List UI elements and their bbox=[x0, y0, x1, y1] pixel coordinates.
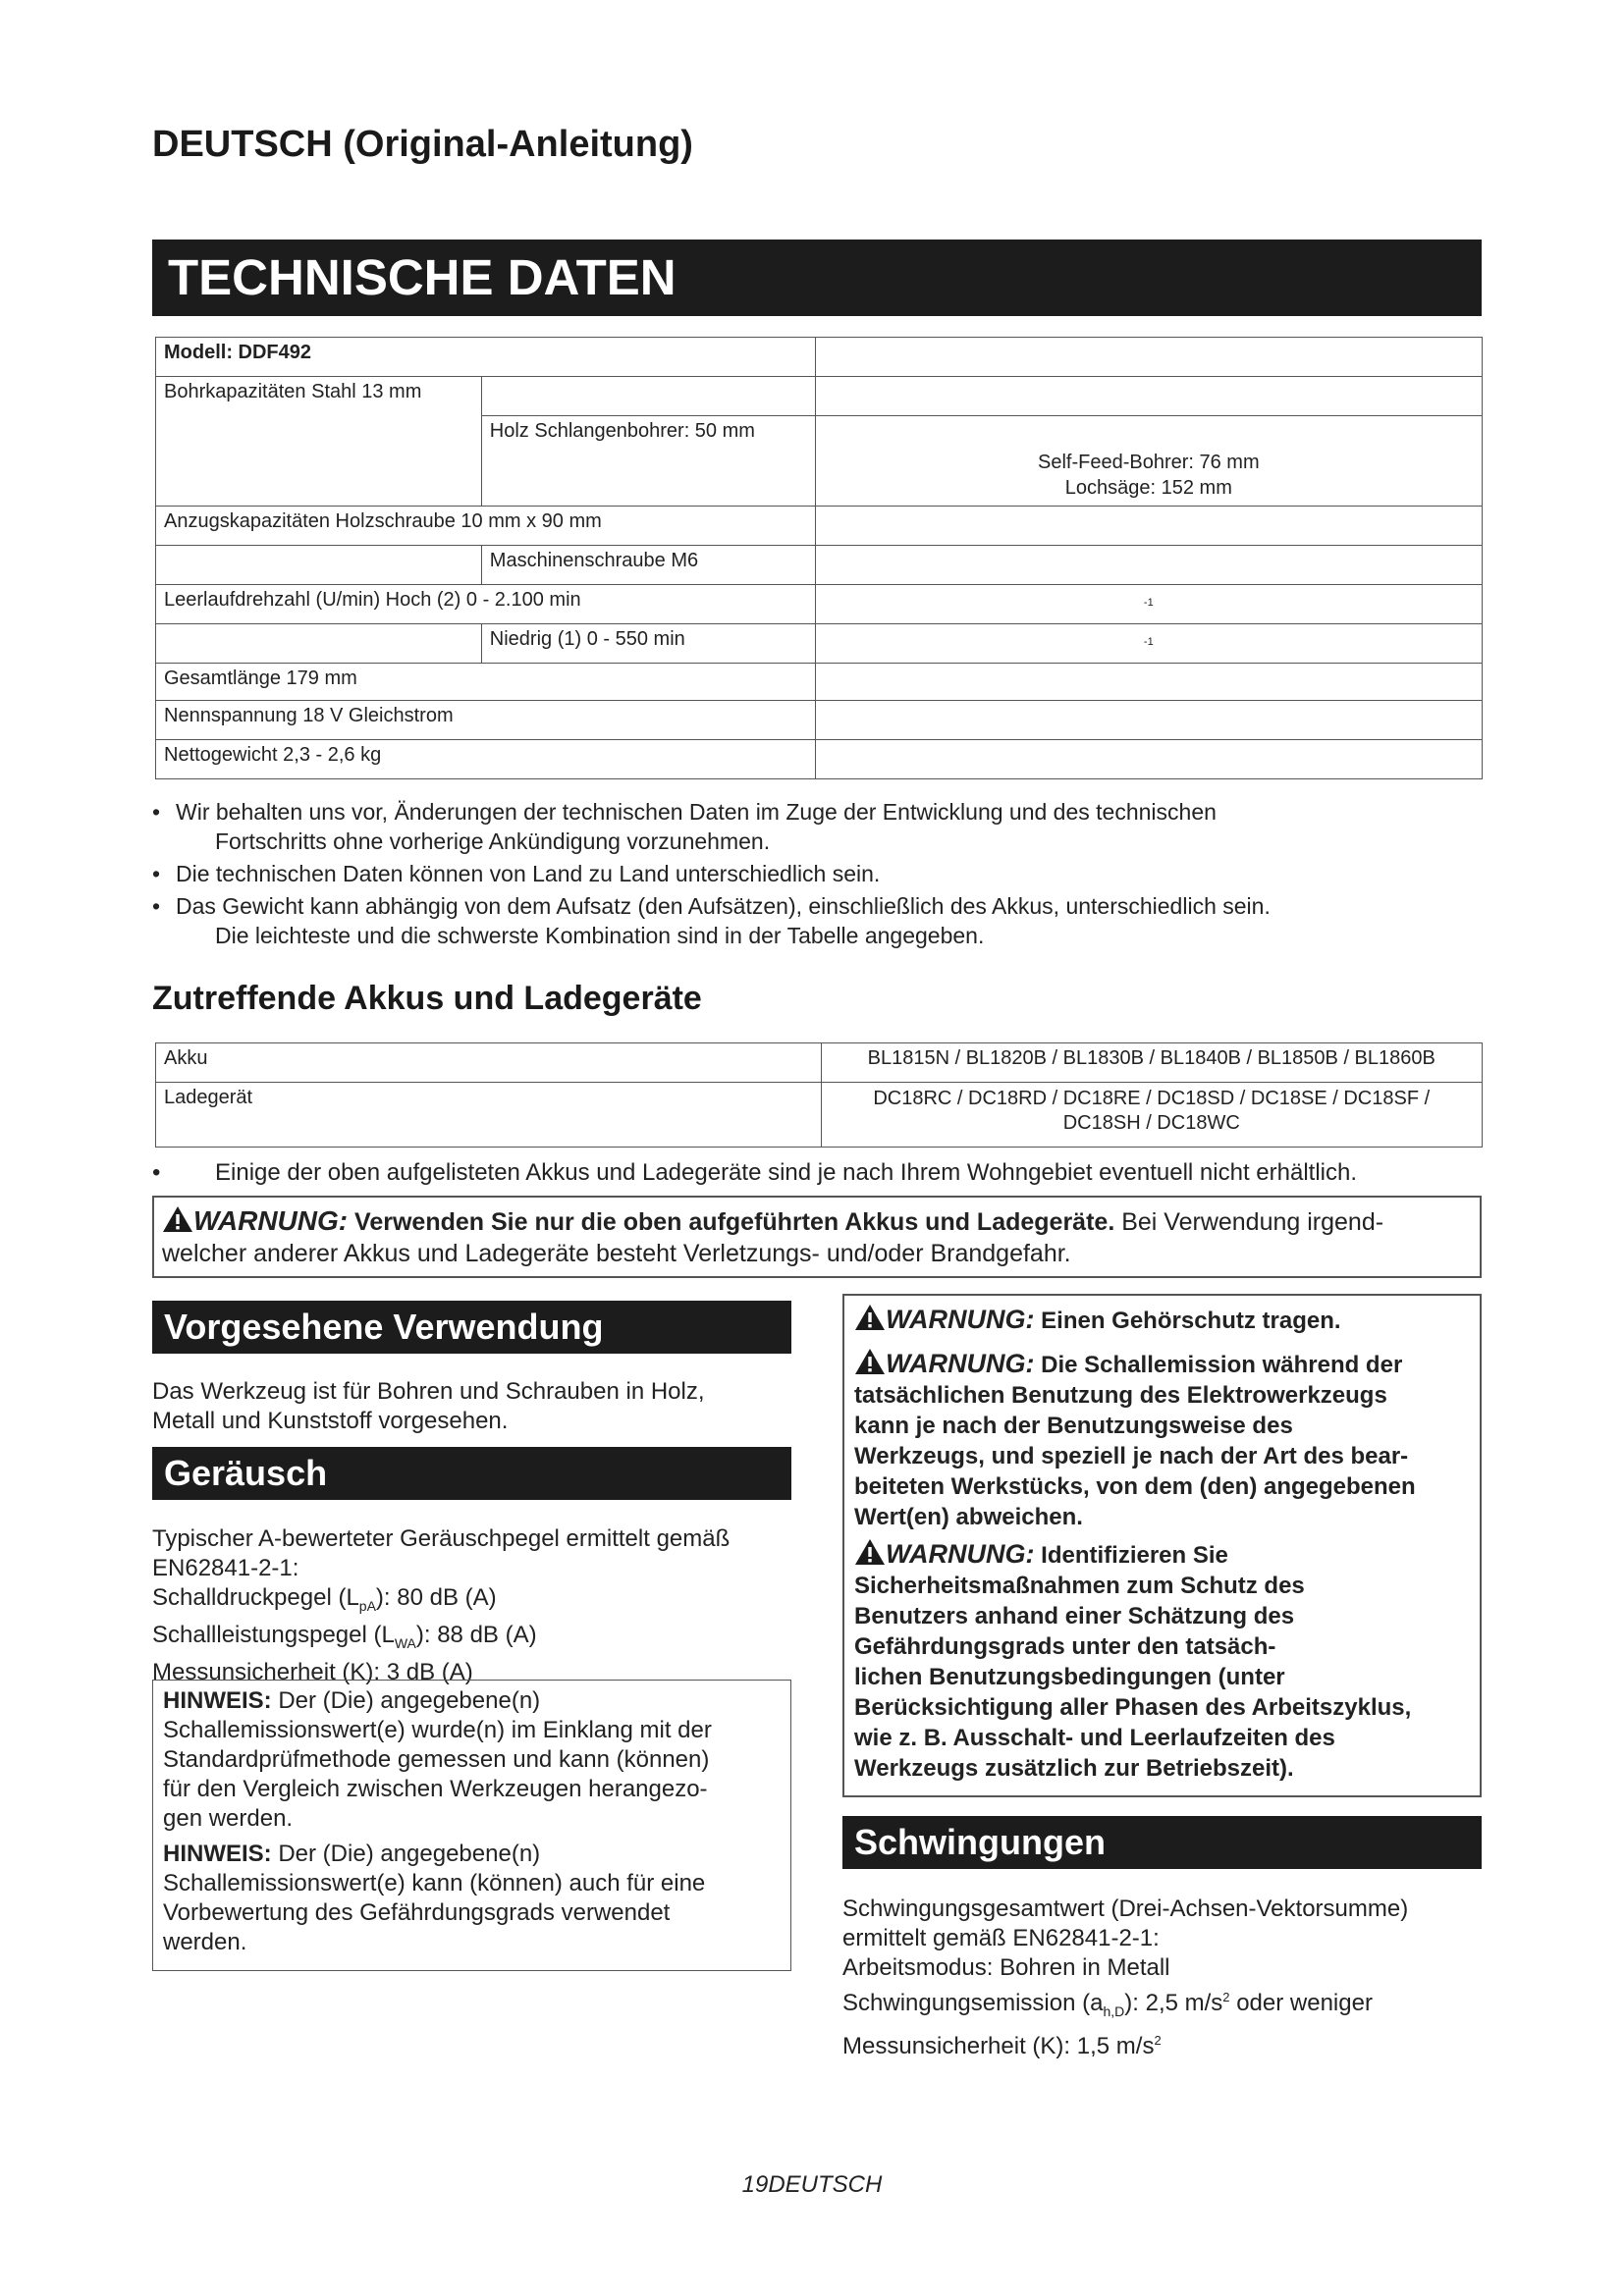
noise-values: Typischer A-bewerteter Geräuschpegel ermittelt gemäß EN62841-2-1: Schalldruckpegel $(L_{pA})$: 80 dB (A) Schallleistungspegel $(L_{WA})$: 88 dB (A) Messunsicherheit (K): 3 dB (A) bbox=[152, 1525, 731, 1685]
battery-warning-box: WARNUNG: Verwenden Sie nur die oben aufgeführten Akkus und Ladegeräte. Bei Verwendung irgend- welcher anderer Akkus und Ladegeräte besteht Verletzungs- und/oder Brandgefahr. bbox=[152, 1196, 1482, 1278]
speed-unit-cell bbox=[815, 624, 1482, 664]
fastening-capacity-label: Anzugskapazitäten Holzschraube 10 mm x 90 mm bbox=[156, 507, 816, 546]
warning-emission: WARNUNG: Die Schallemission während der tatsächlichen Benutzung des Elektrowerkzeugs kann je nach der Benutzungsweise des Werkzeugs, und speziell je nach der Art des bear- beiteten Werkstücks, von dem (den) angegebenen Wert(en) abweichen. bbox=[854, 1349, 1416, 1530]
warning-triangle-icon bbox=[854, 1304, 886, 1331]
note-item: • Wir behalten uns vor, Änderungen der technischen Daten im Zuge der Entwicklung und des technischen Fortschritts ohne vorherige Ankündigung vorzunehmen. bbox=[152, 799, 1217, 854]
warning-triangle-icon bbox=[162, 1205, 193, 1233]
tech-data-notes bbox=[152, 797, 1482, 950]
empty-cell bbox=[815, 338, 1482, 377]
net-weight-cell: Nettogewicht 2,3 - 2,6 kg bbox=[156, 740, 816, 779]
self-feed-value: Self-Feed-Bohrer: 76 mm bbox=[1037, 452, 1260, 473]
empty-cell bbox=[815, 546, 1482, 585]
vibration-emission: Schwingungsemission $(a_{h,D})$: 2,5 $m/s^2$ oder weniger bbox=[842, 1990, 1373, 2019]
charger-label: Ladegerät bbox=[156, 1083, 822, 1148]
warning-label: WARNUNG: bbox=[193, 1205, 349, 1236]
machine-screw-cell: Maschinenschraube M6 bbox=[481, 546, 815, 585]
noise-notice-box: HINWEIS: Der (Die) angegebene(n) Schallemissionswert(e) wurde(n) im Einklang mit der Standardprüfmethode gemessen und kann (können) für den Vergleich zwischen Werkzeugen herangezo- gen werden. HINWEIS: Der (Die) angegebene(n) Schallemissionswert(e) kann (können) auch für eine Vorbewertung des Gefährdungsgrads verwendet werden. bbox=[152, 1680, 791, 1971]
page-language-title: DEUTSCH (Original-Anleitung) bbox=[152, 124, 693, 165]
page-number: 19DEUTSCH bbox=[741, 2171, 883, 2198]
noise-uncertainty: Messunsicherheit (K): 3 dB (A) bbox=[152, 1658, 473, 1685]
warning-safety-measures: WARNUNG: Identifizieren Sie Sicherheitsmaßnahmen zum Schutz des Benutzers anhand einer Schätzung des Gefährdungsgrads unter den tatsäch- lichen Benutzungsbedingungen (unter Berücksichtigung aller Phasen des Arbeitszyklus, wie z. B. Ausschalt- und Leerlaufzeiten des Werkzeugs zusätzlich zur Betriebszeit). bbox=[854, 1539, 1412, 1782]
self-feed-cell bbox=[815, 416, 1482, 507]
batteries-heading: Zutreffende Akkus und Ladegeräte bbox=[152, 980, 702, 1017]
usage-heading: Vorgesehene Verwendung bbox=[152, 1301, 791, 1354]
note-item: • Das Gewicht kann abhängig von dem Aufsatz (den Aufsätzen), einschließlich des Akkus, unterschiedlich sein. Die leichteste und die schwerste Kombination sind in der Tabelle angegeben. bbox=[152, 893, 1271, 948]
vibration-values: Schwingungsgesamtwert (Drei-Achsen-Vektorsumme) ermittelt gemäß EN62841-2-1: Arbeitsmodus: Bohren in Metall Schwingungsemission $(a_{h,D})$: 2,5 $m/s^2$ oder weniger Messunsicherheit (K): 1,5 $m/s^2$ bbox=[842, 1896, 1409, 2059]
battery-models: BL1815N / BL1820B / BL1830B / BL1840B / BL1850B / BL1860B bbox=[821, 1043, 1483, 1083]
tech-data-heading: TECHNISCHE DATEN bbox=[152, 240, 1482, 316]
model-cell: Modell: DDF492 bbox=[156, 338, 816, 377]
spec-table bbox=[155, 337, 1483, 779]
empty-cell bbox=[156, 546, 482, 585]
low-speed-cell: Niedrig (1) 0 - 550 min bbox=[481, 624, 815, 664]
noise-warning-box bbox=[842, 1294, 1482, 1797]
rated-voltage-cell: Nennspannung 18 V Gleichstrom bbox=[156, 701, 816, 740]
warning-triangle-icon bbox=[854, 1348, 886, 1375]
empty-cell bbox=[815, 507, 1482, 546]
warning-triangle-icon bbox=[854, 1538, 886, 1566]
speed-unit-cell bbox=[815, 585, 1482, 624]
hole-saw-value: Lochsäge: 152 mm bbox=[1064, 477, 1232, 499]
wood-auger-cell: Holz Schlangenbohrer: 50 mm bbox=[481, 416, 815, 507]
empty-cell bbox=[815, 377, 1482, 416]
empty-cell bbox=[481, 377, 815, 416]
notice-label: HINWEIS: bbox=[163, 1687, 272, 1714]
battery-table bbox=[155, 1042, 1483, 1148]
vibration-uncertainty: Messunsicherheit (K): 1,5 $m/s^2$ bbox=[842, 2032, 1162, 2059]
high-speed-exponent: -1 bbox=[1143, 597, 1154, 609]
empty-cell bbox=[815, 740, 1482, 779]
noise-heading: Geräusch bbox=[152, 1447, 791, 1500]
overall-length-cell: Gesamtlänge 179 mm bbox=[156, 664, 816, 701]
battery-availability-note: • Einige der oben aufgelisteten Akkus und Ladegeräte sind je nach Ihrem Wohngebiet eventuell nicht erhältlich. bbox=[152, 1159, 1357, 1186]
sound-power-level: Schallleistungspegel $(L_{WA})$: 88 dB (A) bbox=[152, 1621, 537, 1651]
sound-pressure-level: Schalldruckpegel $(L_{pA})$: 80 dB (A) bbox=[152, 1584, 497, 1614]
vibration-heading: Schwingungen bbox=[842, 1816, 1482, 1869]
charger-models: DC18RC / DC18RD / DC18RE / DC18SD / DC18SE / DC18SF / DC18SH / DC18WC bbox=[821, 1083, 1483, 1148]
battery-label: Akku bbox=[156, 1043, 822, 1083]
empty-cell bbox=[815, 664, 1482, 701]
empty-cell bbox=[156, 624, 482, 664]
warning-hearing: WARNUNG: Einen Gehörschutz tragen. bbox=[854, 1304, 1470, 1336]
drill-capacity-label: Bohrkapazitäten Stahl 13 mm bbox=[156, 377, 482, 507]
empty-cell bbox=[815, 701, 1482, 740]
notice-label: HINWEIS: bbox=[163, 1841, 272, 1867]
no-load-speed-label: Leerlaufdrehzahl (U/min) Hoch (2) 0 - 2.100 min bbox=[156, 585, 816, 624]
note-item: • Die technischen Daten können von Land zu Land unterschiedlich sein. bbox=[152, 861, 881, 886]
usage-text: Das Werkzeug ist für Bohren und Schrauben in Holz, Metall und Kunststoff vorgesehen. bbox=[152, 1378, 705, 1434]
low-speed-exponent: -1 bbox=[1143, 636, 1154, 648]
